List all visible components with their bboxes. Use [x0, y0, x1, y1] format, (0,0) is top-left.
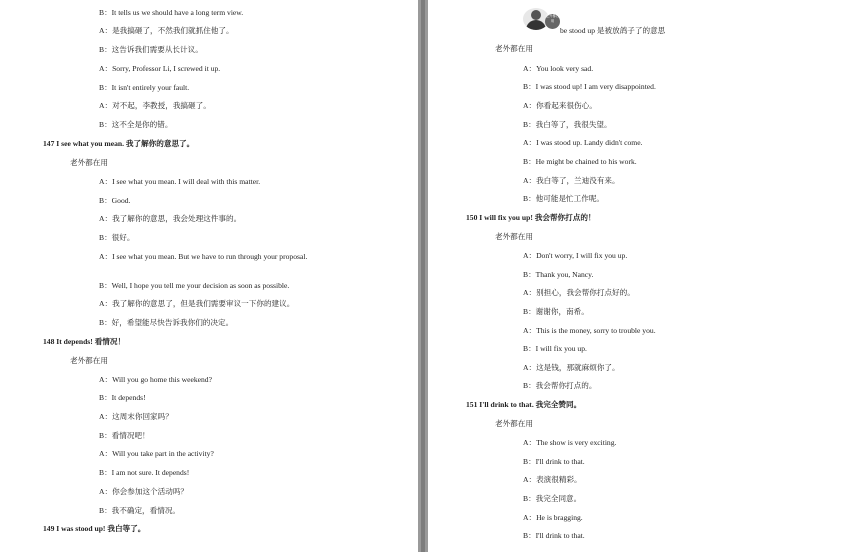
dialogue-line: A：这是钱，那就麻烦你了。 — [523, 363, 620, 372]
dialogue-line: A：对不起，李教授，我搞砸了。 — [99, 101, 211, 110]
dialogue-line: B：Thank you, Nancy. — [523, 270, 594, 279]
dialogue-line: A：你看起来很伤心。 — [523, 101, 597, 110]
dialogue-line: A：Sorry, Professor Li, I screwed it up. — [99, 64, 221, 73]
dialogue-line: A：This is the money, sorry to trouble you. — [523, 326, 656, 335]
dialogue-line: A：The show is very exciting. — [523, 438, 617, 447]
dialogue-line: A：I was stood up. Landy didn't come. — [523, 138, 643, 147]
dialogue-line: B：我白等了，我很失望。 — [523, 120, 612, 129]
section-heading-150: 150 I will fix you up! 我会帮你打点的！ — [466, 213, 596, 222]
dialogue-line: A：这周末你回家吗？ — [99, 412, 173, 421]
subheading-label: 老外都在用 — [70, 356, 108, 365]
dialogue-line: A：别担心，我会帮你打点好的。 — [523, 288, 635, 297]
avatar-body — [526, 20, 546, 30]
dialogue-line: A：I see what you mean. But we have to run through your proposal. — [99, 252, 308, 261]
subheading-label: 老外都在用 — [70, 158, 108, 167]
dialogue-line: A：是我搞砸了，不然我们就抓住他了。 — [99, 26, 234, 35]
dialogue-line: B：很好。 — [99, 233, 135, 242]
dialogue-line: B：I'll drink to that. — [523, 531, 585, 540]
dialogue-line: B：看情况吧！ — [99, 431, 150, 440]
badge-icon: 老外都在用 — [545, 14, 560, 29]
section-heading-151: 151 I'll drink to that. 我完全赞同。 — [466, 400, 582, 409]
left-page — [0, 0, 418, 552]
dialogue-line: B：I'll drink to that. — [523, 457, 585, 466]
gutter-shadow — [421, 0, 425, 552]
dialogue-line: B：It depends! — [99, 393, 146, 402]
dialogue-line: A：我白等了，兰迪没有来。 — [523, 176, 620, 185]
dialogue-line: A：Will you go home this weekend? — [99, 375, 212, 384]
subheading-label: 老外都在用 — [495, 44, 533, 53]
dialogue-line: B：这告诉我们需要从长计议。 — [99, 45, 203, 54]
page-gutter — [418, 0, 428, 552]
dialogue-line: B：Good. — [99, 196, 131, 205]
subheading-label: 老外都在用 — [495, 419, 533, 428]
dialogue-line: B：I was stood up! I am very disappointed. — [523, 82, 656, 91]
dialogue-line: B：He might be chained to his work. — [523, 157, 637, 166]
dialogue-line: A：He is bragging. — [523, 513, 583, 522]
subheading-label: 老外都在用 — [495, 232, 533, 241]
dialogue-line: A：You look very sad. — [523, 64, 594, 73]
dialogue-line: A：I see what you mean. I will deal with this matter. — [99, 177, 261, 186]
section-heading-148: 148 It depends! 看情况！ — [43, 337, 126, 346]
dialogue-line: B：谢谢你，南希。 — [523, 307, 589, 316]
section-heading-147: 147 I see what you mean. 我了解你的意思了。 — [43, 139, 195, 148]
dialogue-line: B：我会帮你打点的。 — [523, 381, 597, 390]
dialogue-line: B：I am not sure. It depends! — [99, 468, 190, 477]
dialogue-line: A：Will you take part in the activity? — [99, 449, 214, 458]
right-page — [428, 0, 843, 552]
dialogue-line: B：Well, I hope you tell me your decision as soon as possible. — [99, 281, 290, 290]
avatar-head — [531, 10, 541, 20]
section-heading-149: 149 I was stood up! 我白等了。 — [43, 524, 146, 533]
dialogue-line: B：It tells us we should have a long term view. — [99, 8, 244, 17]
dialogue-line: A：我了解你的意思了，但是我们需要审议一下你的建议。 — [99, 299, 295, 308]
dialogue-line: B：好，希望能尽快告诉我你们的决定。 — [99, 318, 234, 327]
dialogue-line: B：I will fix you up. — [523, 344, 587, 353]
note-line: be stood up 是被放鸽子了的意思 — [560, 26, 666, 35]
dialogue-line: A：Don't worry, I will fix you up. — [523, 251, 628, 260]
dialogue-line: A：我了解你的意思，我会处理这件事的。 — [99, 214, 242, 223]
dialogue-line: B：It isn't entirely your fault. — [99, 83, 190, 92]
dialogue-line: B：他可能是忙工作呢。 — [523, 194, 605, 203]
dialogue-line: B：这不全是你的错。 — [99, 120, 173, 129]
dialogue-line: A：你会参加这个活动吗？ — [99, 487, 189, 496]
dialogue-line: B：我完全同意。 — [523, 494, 582, 503]
dialogue-line: B：我不确定，看情况。 — [99, 506, 181, 515]
dialogue-line: A：表演很精彩。 — [523, 475, 582, 484]
